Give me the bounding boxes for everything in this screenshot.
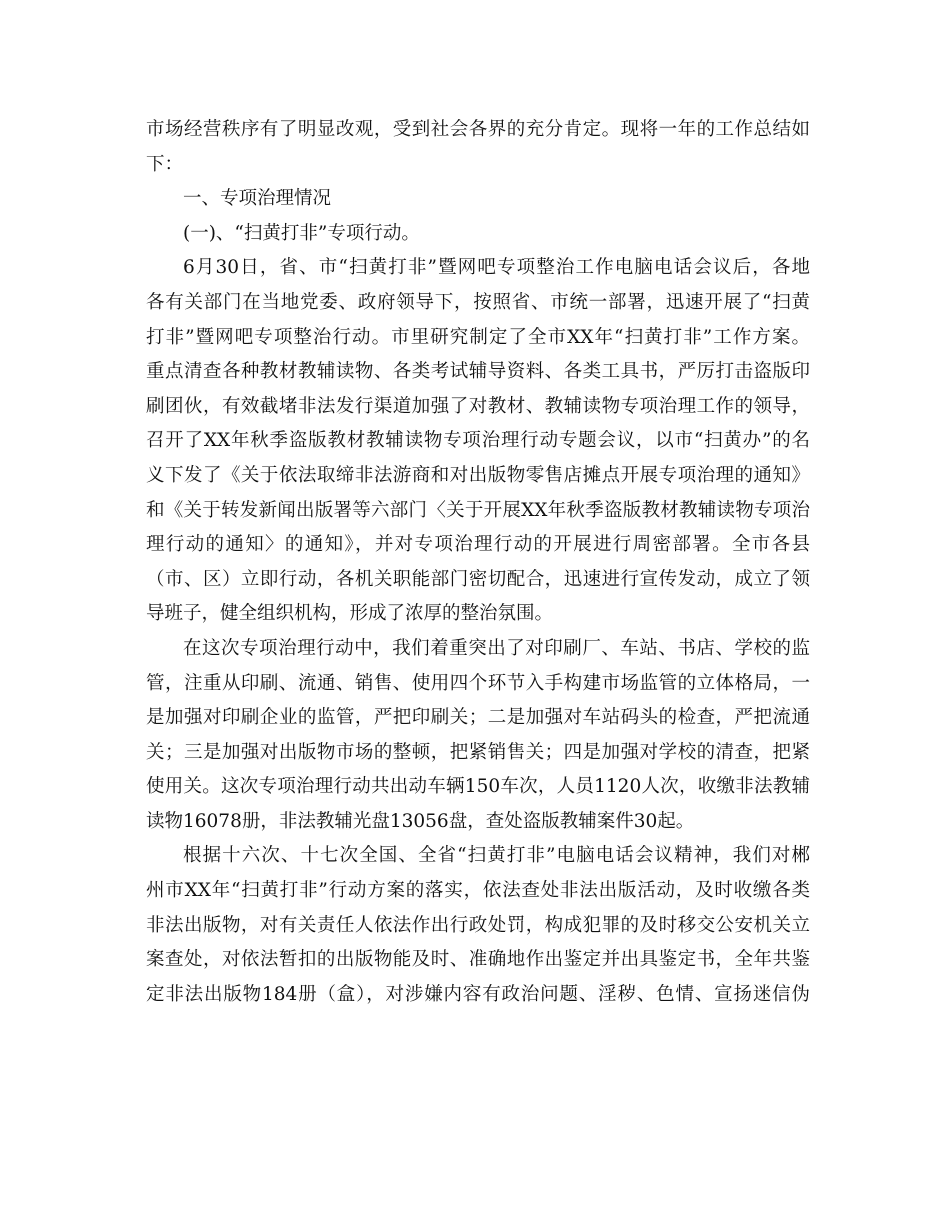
text-line: 义下发了《关于依法取缔非法游商和对出版物零售店摊点开展专项治理的通知》	[146, 464, 810, 486]
text-line: 理行动的通知〉的通知》，并对专项治理行动的开展进行周密部署。全市各县	[146, 534, 810, 556]
paragraph-body-3	[146, 839, 810, 1012]
paragraph-intro	[146, 113, 810, 182]
text-line: 定非法出版物184册（盒），对涉嫌内容有政治问题、淫秽、色情、宣扬迷信伪	[146, 983, 810, 1005]
text-line: 导班子，健全组织机构，形成了浓厚的整治氛围。	[146, 603, 554, 625]
text-line: 刷团伙，有效截堵非法发行渠道加强了对教材、教辅读物专项治理工作的领导，	[146, 395, 810, 417]
document-body	[146, 113, 810, 1012]
text-line: 关；三是加强对出版物市场的整顿，把紧销售关；四是加强对学校的清查，把紧	[146, 741, 810, 763]
text-line: 案查处，对依法暂扣的出版物能及时、准确地作出鉴定并出具鉴定书，全年共鉴	[146, 949, 810, 971]
text-line: 州市XX年“扫黄打非”行动方案的落实，依法查处非法出版活动，及时收缴各类	[146, 880, 810, 902]
text-line: 管，注重从印刷、流通、销售、使用四个环节入手构建市场监管的立体格局，一	[146, 672, 810, 694]
paragraph-body-2	[146, 632, 810, 840]
text-line: 在这次专项治理行动中，我们着重突出了对印刷厂、车站、书店、学校的监	[183, 637, 810, 659]
text-line: 召开了XX年秋季盗版教材教辅读物专项治理行动专题会议，以市“扫黄办”的名	[146, 430, 810, 452]
text-line: 下：	[146, 153, 184, 175]
text-line: 使用关。这次专项治理行动共出动车辆150车次，人员1120人次，收缴非法教辅	[146, 776, 810, 798]
text-line: 各有关部门在当地党委、政府领导下，按照省、市统一部署，迅速开展了“扫黄	[146, 291, 810, 313]
text-line: 重点清查各种教材教辅读物、各类考试辅导资料、各类工具书，严厉打击盗版印	[146, 361, 810, 383]
paragraph-body-1	[146, 251, 810, 632]
text-line: （市、区）立即行动，各机关职能部门密切配合，迅速进行宣传发动，成立了领	[146, 568, 810, 590]
paragraph-heading-1	[146, 182, 810, 217]
text-line: 非法出版物，对有关责任人依法作出行政处罚，构成犯罪的及时移交公安机关立	[146, 914, 810, 936]
text-line: 是加强对印刷企业的监管，严把印刷关；二是加强对车站码头的检查，严把流通	[146, 707, 810, 729]
text-line: 和《关于转发新闻出版署等六部门〈关于开展XX年秋季盗版教材教辅读物专项治	[146, 499, 810, 521]
text-line: 根据十六次、十七次全国、全省“扫黄打非”电脑电话会议精神，我们对郴	[183, 845, 810, 867]
text-line: (一)、“扫黄打非”专项行动。	[183, 222, 420, 244]
text-line: 读物16078册，非法教辅光盘13056盘，查处盗版教辅案件30起。	[146, 810, 695, 832]
text-line: 打非”暨网吧专项整治行动。市里研究制定了全市XX年“扫黄打非”工作方案。	[146, 326, 810, 348]
paragraph-heading-1-1	[146, 217, 810, 252]
text-line: 市场经营秩序有了明显改观，受到社会各界的充分肯定。现将一年的工作总结如	[146, 119, 810, 140]
text-line: 一、专项治理情况	[183, 188, 332, 210]
text-line: 6月30日，省、市“扫黄打非”暨网吧专项整治工作电脑电话会议后，各地	[183, 257, 810, 279]
